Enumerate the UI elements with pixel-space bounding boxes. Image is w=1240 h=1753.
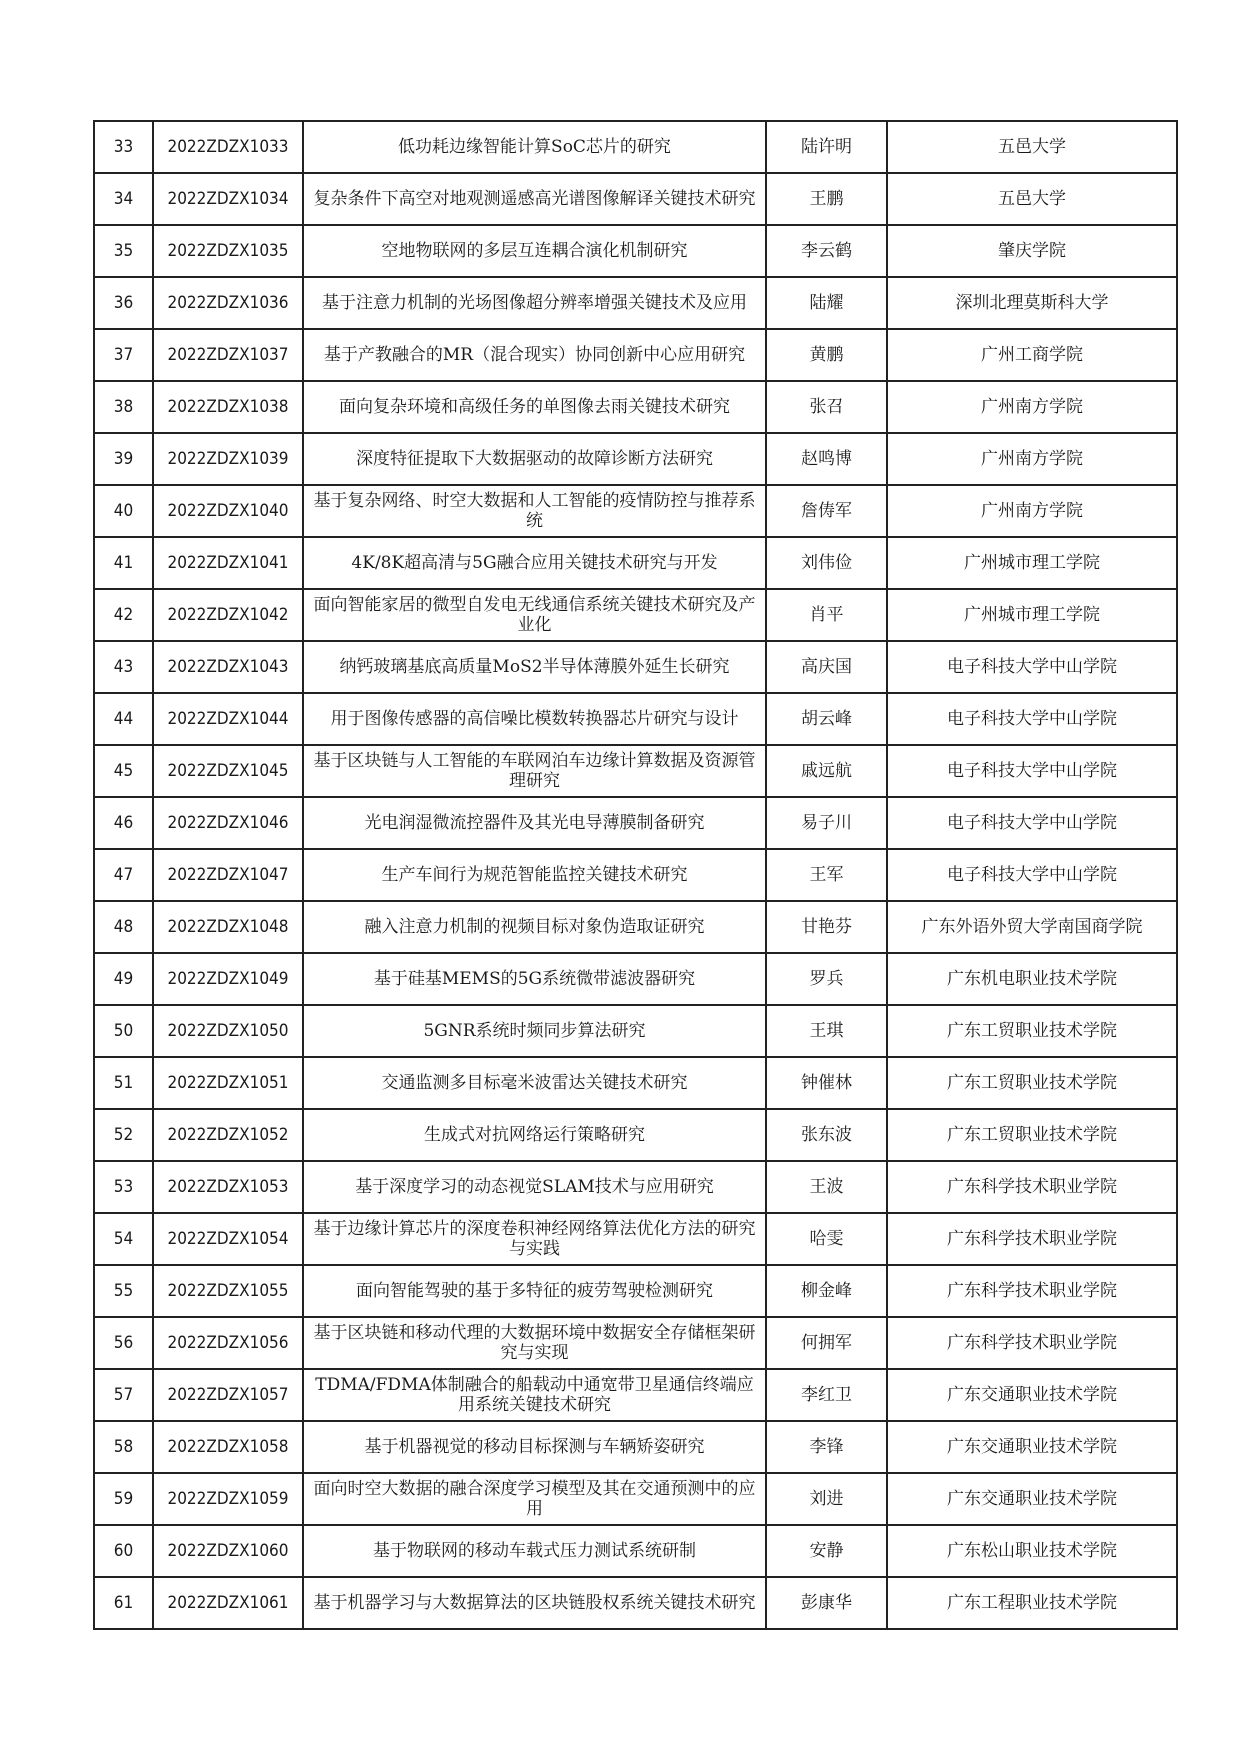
host-institution: 深圳北理莫斯科大学 bbox=[887, 277, 1177, 329]
table-row bbox=[94, 1109, 1177, 1161]
project-code: 2022ZDZX1057 bbox=[153, 1369, 303, 1421]
project-title: 空地物联网的多层互连耦合演化机制研究 bbox=[303, 225, 766, 277]
project-code: 2022ZDZX1046 bbox=[153, 797, 303, 849]
project-leader: 哈雯 bbox=[766, 1213, 887, 1265]
table-row bbox=[94, 1265, 1177, 1317]
host-institution: 五邑大学 bbox=[887, 121, 1177, 173]
host-institution: 广东机电职业技术学院 bbox=[887, 953, 1177, 1005]
host-institution: 广东工程职业技术学院 bbox=[887, 1577, 1177, 1629]
row-number: 39 bbox=[94, 433, 153, 485]
project-code: 2022ZDZX1033 bbox=[153, 121, 303, 173]
host-institution: 广东科学技术职业学院 bbox=[887, 1265, 1177, 1317]
project-code: 2022ZDZX1049 bbox=[153, 953, 303, 1005]
project-title: 基于复杂网络、时空大数据和人工智能的疫情防控与推荐系统 bbox=[303, 485, 766, 537]
project-title: 面向时空大数据的融合深度学习模型及其在交通预测中的应用 bbox=[303, 1473, 766, 1525]
project-leader: 肖平 bbox=[766, 589, 887, 641]
project-leader: 陆许明 bbox=[766, 121, 887, 173]
row-number: 45 bbox=[94, 745, 153, 797]
project-title: 深度特征提取下大数据驱动的故障诊断方法研究 bbox=[303, 433, 766, 485]
row-number: 33 bbox=[94, 121, 153, 173]
host-institution: 广州工商学院 bbox=[887, 329, 1177, 381]
project-leader: 刘进 bbox=[766, 1473, 887, 1525]
host-institution: 广东交通职业技术学院 bbox=[887, 1369, 1177, 1421]
project-title: TDMA/FDMA体制融合的船载动中通宽带卫星通信终端应用系统关键技术研究 bbox=[303, 1369, 766, 1421]
row-number: 54 bbox=[94, 1213, 153, 1265]
project-title: 基于区块链与人工智能的车联网泊车边缘计算数据及资源管理研究 bbox=[303, 745, 766, 797]
project-leader: 张东波 bbox=[766, 1109, 887, 1161]
project-code: 2022ZDZX1051 bbox=[153, 1057, 303, 1109]
project-code: 2022ZDZX1045 bbox=[153, 745, 303, 797]
row-number: 35 bbox=[94, 225, 153, 277]
project-title: 面向智能驾驶的基于多特征的疲劳驾驶检测研究 bbox=[303, 1265, 766, 1317]
project-leader: 高庆国 bbox=[766, 641, 887, 693]
table-row bbox=[94, 1213, 1177, 1265]
table-row bbox=[94, 1525, 1177, 1577]
project-leader: 陆耀 bbox=[766, 277, 887, 329]
table-row bbox=[94, 381, 1177, 433]
table-row bbox=[94, 225, 1177, 277]
row-number: 36 bbox=[94, 277, 153, 329]
table-row bbox=[94, 589, 1177, 641]
row-number: 60 bbox=[94, 1525, 153, 1577]
project-leader: 李云鹤 bbox=[766, 225, 887, 277]
host-institution: 广东外语外贸大学南国商学院 bbox=[887, 901, 1177, 953]
project-code: 2022ZDZX1058 bbox=[153, 1421, 303, 1473]
project-leader: 刘伟俭 bbox=[766, 537, 887, 589]
project-title: 交通监测多目标毫米波雷达关键技术研究 bbox=[303, 1057, 766, 1109]
project-leader: 易子川 bbox=[766, 797, 887, 849]
project-code: 2022ZDZX1056 bbox=[153, 1317, 303, 1369]
project-title: 基于机器学习与大数据算法的区块链股权系统关键技术研究 bbox=[303, 1577, 766, 1629]
project-code: 2022ZDZX1047 bbox=[153, 849, 303, 901]
host-institution: 广东交通职业技术学院 bbox=[887, 1473, 1177, 1525]
host-institution: 电子科技大学中山学院 bbox=[887, 849, 1177, 901]
project-leader: 王琪 bbox=[766, 1005, 887, 1057]
project-leader: 詹俦军 bbox=[766, 485, 887, 537]
host-institution: 广州城市理工学院 bbox=[887, 537, 1177, 589]
project-code: 2022ZDZX1037 bbox=[153, 329, 303, 381]
project-code: 2022ZDZX1038 bbox=[153, 381, 303, 433]
project-code: 2022ZDZX1043 bbox=[153, 641, 303, 693]
table-row bbox=[94, 1577, 1177, 1629]
project-title: 面向复杂环境和高级任务的单图像去雨关键技术研究 bbox=[303, 381, 766, 433]
row-number: 37 bbox=[94, 329, 153, 381]
project-code: 2022ZDZX1055 bbox=[153, 1265, 303, 1317]
project-title: 面向智能家居的微型自发电无线通信系统关键技术研究及产业化 bbox=[303, 589, 766, 641]
project-title: 光电润湿微流控器件及其光电导薄膜制备研究 bbox=[303, 797, 766, 849]
table-body bbox=[94, 121, 1177, 1629]
table-row bbox=[94, 953, 1177, 1005]
host-institution: 广州南方学院 bbox=[887, 485, 1177, 537]
host-institution: 电子科技大学中山学院 bbox=[887, 693, 1177, 745]
project-title: 基于产教融合的MR（混合现实）协同创新中心应用研究 bbox=[303, 329, 766, 381]
project-leader: 李锋 bbox=[766, 1421, 887, 1473]
project-code: 2022ZDZX1040 bbox=[153, 485, 303, 537]
table-row bbox=[94, 849, 1177, 901]
host-institution: 广东科学技术职业学院 bbox=[887, 1213, 1177, 1265]
project-code: 2022ZDZX1041 bbox=[153, 537, 303, 589]
project-leader: 黄鹏 bbox=[766, 329, 887, 381]
project-leader: 张召 bbox=[766, 381, 887, 433]
table-row bbox=[94, 1421, 1177, 1473]
host-institution: 电子科技大学中山学院 bbox=[887, 745, 1177, 797]
row-number: 50 bbox=[94, 1005, 153, 1057]
project-leader: 李红卫 bbox=[766, 1369, 887, 1421]
project-title: 融入注意力机制的视频目标对象伪造取证研究 bbox=[303, 901, 766, 953]
project-leader: 王鹏 bbox=[766, 173, 887, 225]
table-row bbox=[94, 1161, 1177, 1213]
project-leader: 王军 bbox=[766, 849, 887, 901]
row-number: 49 bbox=[94, 953, 153, 1005]
project-title: 生产车间行为规范智能监控关键技术研究 bbox=[303, 849, 766, 901]
table-row bbox=[94, 121, 1177, 173]
table-row bbox=[94, 901, 1177, 953]
host-institution: 广东工贸职业技术学院 bbox=[887, 1005, 1177, 1057]
host-institution: 广东科学技术职业学院 bbox=[887, 1317, 1177, 1369]
project-code: 2022ZDZX1048 bbox=[153, 901, 303, 953]
project-title: 基于区块链和移动代理的大数据环境中数据安全存储框架研究与实现 bbox=[303, 1317, 766, 1369]
row-number: 61 bbox=[94, 1577, 153, 1629]
host-institution: 电子科技大学中山学院 bbox=[887, 641, 1177, 693]
project-code: 2022ZDZX1050 bbox=[153, 1005, 303, 1057]
row-number: 47 bbox=[94, 849, 153, 901]
row-number: 46 bbox=[94, 797, 153, 849]
table-row bbox=[94, 1057, 1177, 1109]
project-leader: 赵鸣博 bbox=[766, 433, 887, 485]
row-number: 34 bbox=[94, 173, 153, 225]
host-institution: 广州南方学院 bbox=[887, 433, 1177, 485]
project-leader: 安静 bbox=[766, 1525, 887, 1577]
project-title: 生成式对抗网络运行策略研究 bbox=[303, 1109, 766, 1161]
row-number: 41 bbox=[94, 537, 153, 589]
table-row bbox=[94, 1369, 1177, 1421]
row-number: 58 bbox=[94, 1421, 153, 1473]
table-row bbox=[94, 277, 1177, 329]
project-leader: 王波 bbox=[766, 1161, 887, 1213]
project-title: 4K/8K超高清与5G融合应用关键技术研究与开发 bbox=[303, 537, 766, 589]
project-code: 2022ZDZX1060 bbox=[153, 1525, 303, 1577]
project-code: 2022ZDZX1052 bbox=[153, 1109, 303, 1161]
table-row bbox=[94, 329, 1177, 381]
project-title: 基于物联网的移动车载式压力测试系统研制 bbox=[303, 1525, 766, 1577]
table-row bbox=[94, 173, 1177, 225]
row-number: 40 bbox=[94, 485, 153, 537]
project-title: 5GNR系统时频同步算法研究 bbox=[303, 1005, 766, 1057]
project-code: 2022ZDZX1042 bbox=[153, 589, 303, 641]
table-row bbox=[94, 641, 1177, 693]
table-row bbox=[94, 485, 1177, 537]
host-institution: 肇庆学院 bbox=[887, 225, 1177, 277]
project-title: 基于深度学习的动态视觉SLAM技术与应用研究 bbox=[303, 1161, 766, 1213]
row-number: 59 bbox=[94, 1473, 153, 1525]
host-institution: 电子科技大学中山学院 bbox=[887, 797, 1177, 849]
project-title: 用于图像传感器的高信噪比模数转换器芯片研究与设计 bbox=[303, 693, 766, 745]
project-leader: 钟催林 bbox=[766, 1057, 887, 1109]
table-row bbox=[94, 537, 1177, 589]
project-code: 2022ZDZX1044 bbox=[153, 693, 303, 745]
project-code: 2022ZDZX1054 bbox=[153, 1213, 303, 1265]
project-code: 2022ZDZX1036 bbox=[153, 277, 303, 329]
project-code: 2022ZDZX1039 bbox=[153, 433, 303, 485]
table-row bbox=[94, 1005, 1177, 1057]
host-institution: 广州南方学院 bbox=[887, 381, 1177, 433]
project-title: 复杂条件下高空对地观测遥感高光谱图像解译关键技术研究 bbox=[303, 173, 766, 225]
project-title: 基于边缘计算芯片的深度卷积神经网络算法优化方法的研究与实践 bbox=[303, 1213, 766, 1265]
row-number: 52 bbox=[94, 1109, 153, 1161]
host-institution: 广东工贸职业技术学院 bbox=[887, 1109, 1177, 1161]
row-number: 56 bbox=[94, 1317, 153, 1369]
project-leader: 甘艳芬 bbox=[766, 901, 887, 953]
project-code: 2022ZDZX1035 bbox=[153, 225, 303, 277]
host-institution: 广东科学技术职业学院 bbox=[887, 1161, 1177, 1213]
project-list-table bbox=[93, 120, 1178, 1630]
table-row bbox=[94, 1473, 1177, 1525]
host-institution: 广东松山职业技术学院 bbox=[887, 1525, 1177, 1577]
project-code: 2022ZDZX1059 bbox=[153, 1473, 303, 1525]
table-row bbox=[94, 693, 1177, 745]
row-number: 44 bbox=[94, 693, 153, 745]
row-number: 55 bbox=[94, 1265, 153, 1317]
row-number: 42 bbox=[94, 589, 153, 641]
row-number: 43 bbox=[94, 641, 153, 693]
project-leader: 戚远航 bbox=[766, 745, 887, 797]
project-title: 基于硅基MEMS的5G系统微带滤波器研究 bbox=[303, 953, 766, 1005]
project-leader: 柳金峰 bbox=[766, 1265, 887, 1317]
host-institution: 广州城市理工学院 bbox=[887, 589, 1177, 641]
project-leader: 罗兵 bbox=[766, 953, 887, 1005]
table-row bbox=[94, 797, 1177, 849]
row-number: 57 bbox=[94, 1369, 153, 1421]
row-number: 38 bbox=[94, 381, 153, 433]
project-leader: 何拥军 bbox=[766, 1317, 887, 1369]
project-leader: 彭康华 bbox=[766, 1577, 887, 1629]
project-code: 2022ZDZX1053 bbox=[153, 1161, 303, 1213]
row-number: 53 bbox=[94, 1161, 153, 1213]
row-number: 51 bbox=[94, 1057, 153, 1109]
project-code: 2022ZDZX1061 bbox=[153, 1577, 303, 1629]
table-row bbox=[94, 1317, 1177, 1369]
project-code: 2022ZDZX1034 bbox=[153, 173, 303, 225]
project-title: 基于注意力机制的光场图像超分辨率增强关键技术及应用 bbox=[303, 277, 766, 329]
table-row bbox=[94, 745, 1177, 797]
table-row bbox=[94, 433, 1177, 485]
project-leader: 胡云峰 bbox=[766, 693, 887, 745]
host-institution: 五邑大学 bbox=[887, 173, 1177, 225]
project-title: 低功耗边缘智能计算SoC芯片的研究 bbox=[303, 121, 766, 173]
project-title: 纳钙玻璃基底高质量MoS2半导体薄膜外延生长研究 bbox=[303, 641, 766, 693]
host-institution: 广东交通职业技术学院 bbox=[887, 1421, 1177, 1473]
row-number: 48 bbox=[94, 901, 153, 953]
project-title: 基于机器视觉的移动目标探测与车辆矫姿研究 bbox=[303, 1421, 766, 1473]
host-institution: 广东工贸职业技术学院 bbox=[887, 1057, 1177, 1109]
